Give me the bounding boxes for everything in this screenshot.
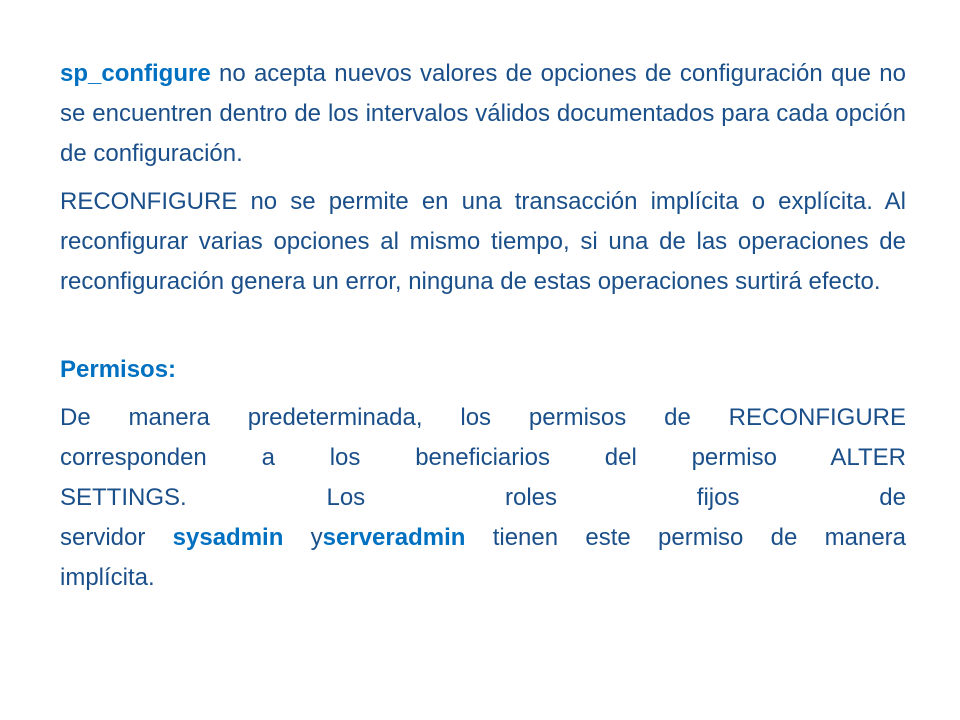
paragraph-reconfigure: RECONFIGURE no se permite en una transacción implícita o explícita. Al reconfigurar varias opciones al mismo tiempo, si una de las operaciones de reconfiguración genera un error, ninguna de estas operaciones surtirá efecto. [60, 188, 906, 295]
term-sp-configure: sp_configure [60, 60, 211, 87]
permissions-line-1: De manera predeterminada, los permisos de RECONFIGURE [60, 404, 906, 431]
slide-body [60, 54, 906, 606]
permissions-line-4-mid: y [283, 524, 323, 551]
permissions-heading: Permisos: [60, 356, 177, 383]
permissions-line-3: SETTINGS. Los roles fijos de [60, 484, 906, 511]
spacer [60, 310, 906, 350]
permissions-line-2: corresponden a los beneficiarios del permiso ALTER [60, 444, 906, 471]
permissions-line-4-pre: servidor [60, 524, 173, 551]
permissions-line-4-post: tienen este permiso de manera [465, 524, 907, 551]
role-sysadmin: sysadmin [172, 524, 284, 551]
permissions-line-4 [60, 518, 906, 558]
permissions-line-5: implícita. [60, 564, 155, 591]
paragraph-permissions [60, 398, 906, 598]
paragraph-sp-configure [60, 54, 906, 174]
role-serveradmin: serveradmin [322, 524, 466, 551]
paragraph-sp-configure-text: no acepta nuevos valores de opciones de configuración que no se encuentren dentro de los intervalos válidos documentados para cada opción de configuración. [60, 60, 906, 167]
